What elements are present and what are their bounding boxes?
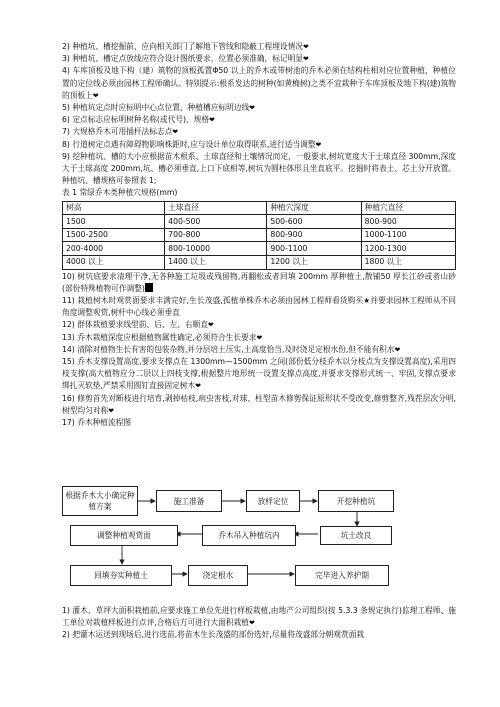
- flow-step-dig: 开挖种植坑: [318, 490, 394, 512]
- flow-step-lift: 乔木吊入种植坑内: [202, 525, 296, 546]
- item-text: 2) 把灌木运送到现场后,进行选苗,将苗木生长茂盛的部份选好,尽量将茂盛部分朝观赏面栽: [62, 630, 365, 640]
- table-header-cell: 土球直径: [165, 201, 267, 215]
- black-block-icon: [145, 283, 153, 292]
- item-text: 16) 修剪首先对断枝进行培育,剥掉枯枝,病虫害枝,对球、柱型苗木修剪保证原形状不受改变,修剪整齐,残茬层次分明,树型均匀对称: [62, 393, 456, 415]
- numbered-item: [62, 605, 456, 629]
- item-text: 17) 乔木种植流程图: [62, 418, 132, 428]
- numbered-item: [62, 332, 456, 344]
- item-text: 15) 乔木支撑设置高度,要求支撑点在 1300mm—1500mm 之间(部份低分枝乔木以分枝点为支撑设置高度),采用四枝支撑(高大植物应分二层以上四枝支撑,根据整片地形统一设置支撑点高度,并要求支撑形式统一、牢固,支撑点要求绑扎灭软垫,严禁采用圆钉直接固定树木: [62, 357, 456, 391]
- heart-icon: ❤: [172, 128, 179, 137]
- item-text: 2) 种植坑、槽挖掘前，应向相关部门了解地下管线和隐蔽工程埋设情况: [62, 42, 303, 51]
- table-cell: 1200 以上: [267, 256, 361, 270]
- table-cell: 1800 以上: [361, 256, 455, 270]
- planting-flowchart: [62, 484, 456, 604]
- flow-step-water: 浇定根水: [188, 565, 248, 586]
- item-text: 11) 栽植树木时观赏面要求丰满完好,生长茂盛,孤植单株乔木必须由园林工程师看货购买★并要求园林工程师从不同角度调整观赏,树杆中心线必须垂直: [62, 296, 456, 318]
- table-cell: 1400 以上: [165, 256, 267, 270]
- spec-section: [62, 41, 456, 429]
- numbered-item: [62, 102, 456, 114]
- table-cell: 500-600: [267, 215, 361, 229]
- numbered-item: [62, 139, 456, 151]
- item-text: 7) 大规格乔木可用插杆法标志点: [62, 127, 173, 137]
- numbered-item: [62, 271, 456, 295]
- flow-step-backfill: 回填夯实种植土: [70, 565, 172, 586]
- numbered-item: [62, 114, 456, 126]
- item-text: 14) 清除对植物生长有害的包装杂物,并分层培土压实,土高度恰当,及时浇足定根水份,但不能有积水: [62, 344, 395, 354]
- table-cell: 800-900: [267, 228, 361, 242]
- numbered-item: [62, 356, 456, 393]
- planting-pit-table: [62, 201, 456, 270]
- table-cell: 1000-1100: [361, 228, 455, 242]
- table-header-cell: 种植穴深度: [267, 201, 361, 215]
- heart-icon: ❤: [108, 406, 115, 415]
- numbered-item: [62, 319, 456, 331]
- flow-step-prep: 施工准备: [156, 490, 222, 512]
- numbered-item: [62, 629, 456, 641]
- item-list-before-table: [62, 41, 456, 187]
- heart-icon: ❤: [302, 55, 309, 64]
- table-cell: 4000 以上: [63, 256, 165, 270]
- numbered-item: [62, 151, 456, 188]
- table-cell: 800-900: [361, 215, 455, 229]
- heart-icon: ❤: [315, 140, 322, 149]
- flow-step-soil: 坑土改良: [320, 526, 392, 545]
- heart-icon: ❤: [256, 333, 263, 342]
- table-cell: 1200-1300: [361, 242, 455, 256]
- numbered-item: [62, 41, 456, 53]
- heart-icon: ❤: [207, 321, 214, 330]
- item-text: 9) 挖种植坑、槽的大小应根据苗木根系、土球直径和土壤情况而定，一般要求,树坑宽度大于土球直径 300mm,深度大于土球高度 200mm,坑、槽必须垂直,上口下底相等,树坑为圆柱体形且坐直底平。挖掘时将表土、芯土分开放置。种植坑、槽规格可参照表 1;: [62, 151, 456, 186]
- shrub-section: [62, 605, 456, 642]
- table-row: [63, 242, 456, 256]
- heart-icon: ❤: [92, 91, 99, 100]
- table-row: [63, 215, 456, 229]
- heart-icon: ❤: [195, 382, 202, 391]
- table-cell: 1500-2500: [63, 228, 165, 242]
- flow-step-adjust: 调整种植观赏面: [70, 525, 178, 546]
- item-text: 12) 群体栽植要求线型前、后、左、右顺直: [62, 320, 208, 330]
- numbered-item: [62, 393, 456, 417]
- table-row: [63, 256, 456, 270]
- numbered-item: [62, 295, 456, 319]
- item-text: 8) 行道树定点遇有障碍物影响株距时,应与设计单位取得联系,进行适当调整: [62, 139, 316, 149]
- heart-icon: ❤: [209, 116, 215, 125]
- flow-step-layout: 放样定位: [246, 490, 300, 512]
- table-cell: 700-800: [165, 228, 267, 242]
- item-list-after-table: [62, 271, 456, 430]
- heart-icon: ❤: [302, 43, 309, 51]
- item-text: 6) 定点标志应标明树种名称(或代号)、规格: [62, 115, 210, 125]
- table-cell: 400-500: [165, 215, 267, 229]
- table-header-cell: 种植穴直径: [361, 201, 455, 215]
- item-text: 1) 灌木、草坪大面积栽植前,应要求施工单位先进行样板栽植,由地产公司组织(按 5.3.3 条规定执行)监理工程师、施工单位对栽植样板进行点评,合格后方可进行大面积栽植: [62, 606, 456, 628]
- heart-icon: ❤: [394, 345, 401, 354]
- item-text: 5) 种植坑定点时应标明中心点位置，种植槽应标明边线: [62, 103, 250, 113]
- table-header-row: [63, 201, 456, 215]
- table-header-cell: 树高: [63, 201, 165, 215]
- flow-step-start: 根据乔木大小确定种植方案: [62, 486, 138, 516]
- numbered-item: [62, 417, 456, 429]
- item-text: 4) 车库顶板及地下构（建）筑物的顶板孤置Φ50 以上的乔木或带树池的乔木必须在结构柱相对应位置种植，种植位置的定位线必须由园林工程师确认。特别提示:根系发达的树种(如黄桷树)之类不宜栽种于车库顶板及地下构(建)筑物的顶板上: [62, 66, 456, 100]
- item-text: 3) 种植坑、槽定点放线应符合设计图纸要求，位置必须准确，标记明显: [62, 54, 303, 64]
- table-caption: 表 1 常绿乔木类种植穴规格(mm): [62, 188, 178, 198]
- numbered-item: [62, 65, 456, 102]
- numbered-item: [62, 53, 456, 65]
- table-cell: 200-4000: [63, 242, 165, 256]
- heart-icon: ❤: [249, 104, 256, 113]
- table-row: [63, 228, 456, 242]
- table-cell: 800-10000: [165, 242, 267, 256]
- table-cell: 900-1100: [267, 242, 361, 256]
- item-text: 10) 树坑底要求清理干净,无各种施工垃圾或残留物,再翻松或者回填 200mm 厚种植土,散铺50 厚长江砂或者山砂(部份特殊植物可作调整): [62, 271, 456, 293]
- heart-icon: ❤: [248, 619, 255, 628]
- numbered-item: [62, 344, 456, 356]
- item-text: 13) 乔木栽植深度应根据植物属性确定,必须符合生长要求: [62, 332, 257, 342]
- table-cell: 1500: [63, 215, 165, 229]
- numbered-item: [62, 126, 456, 138]
- flow-step-done: 完毕进入养护期: [295, 565, 389, 586]
